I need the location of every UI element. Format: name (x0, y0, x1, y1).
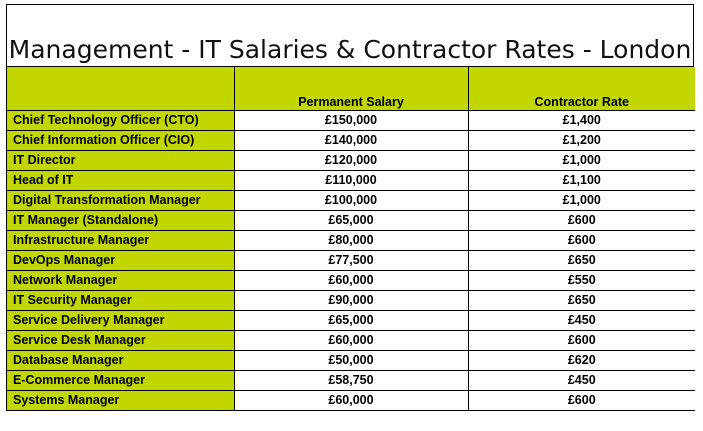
role-cell: Database Manager (7, 350, 234, 370)
salary-cell: £50,000 (234, 350, 468, 370)
salary-cell: £80,000 (234, 230, 468, 250)
salary-table (7, 67, 695, 411)
rate-cell: £650 (468, 250, 695, 270)
salary-cell: £100,000 (234, 190, 468, 210)
role-cell: Service Desk Manager (7, 330, 234, 350)
table-row (7, 370, 695, 390)
rate-cell: £1,400 (468, 110, 695, 130)
rate-cell: £600 (468, 210, 695, 230)
role-cell: Head of IT (7, 170, 234, 190)
table-row (7, 250, 695, 270)
rate-cell: £450 (468, 370, 695, 390)
salary-cell: £58,750 (234, 370, 468, 390)
salary-cell: £60,000 (234, 330, 468, 350)
role-cell: DevOps Manager (7, 250, 234, 270)
rate-cell: £1,000 (468, 190, 695, 210)
salary-sheet (6, 4, 694, 411)
role-cell: Chief Information Officer (CIO) (7, 130, 234, 150)
table-row (7, 330, 695, 350)
role-cell: Service Delivery Manager (7, 310, 234, 330)
salary-cell: £150,000 (234, 110, 468, 130)
rate-cell: £620 (468, 350, 695, 370)
rate-cell: £550 (468, 270, 695, 290)
table-row (7, 110, 695, 130)
table-row (7, 230, 695, 250)
table-row (7, 170, 695, 190)
rate-cell: £1,000 (468, 150, 695, 170)
role-cell: Systems Manager (7, 390, 234, 410)
role-cell: Digital Transformation Manager (7, 190, 234, 210)
header-contractor-rate: Contractor Rate (468, 67, 695, 110)
rate-cell: £450 (468, 310, 695, 330)
table-row (7, 210, 695, 230)
table-row (7, 390, 695, 410)
role-cell: Infrastructure Manager (7, 230, 234, 250)
salary-cell: £120,000 (234, 150, 468, 170)
rate-cell: £600 (468, 330, 695, 350)
rate-cell: £600 (468, 390, 695, 410)
role-cell: E-Commerce Manager (7, 370, 234, 390)
header-permanent-salary: Permanent Salary (234, 67, 468, 110)
role-cell: IT Security Manager (7, 290, 234, 310)
salary-cell: £140,000 (234, 130, 468, 150)
rate-cell: £1,100 (468, 170, 695, 190)
table-row (7, 310, 695, 330)
salary-cell: £60,000 (234, 270, 468, 290)
rate-cell: £600 (468, 230, 695, 250)
role-cell: Network Manager (7, 270, 234, 290)
salary-cell: £110,000 (234, 170, 468, 190)
header-role (7, 67, 234, 110)
salary-cell: £77,500 (234, 250, 468, 270)
table-row (7, 270, 695, 290)
table-row (7, 190, 695, 210)
salary-cell: £65,000 (234, 310, 468, 330)
table-row (7, 350, 695, 370)
salary-cell: £65,000 (234, 210, 468, 230)
rate-cell: £650 (468, 290, 695, 310)
role-cell: Chief Technology Officer (CTO) (7, 110, 234, 130)
sheet-title: Management - IT Salaries & Contractor Rates - London (7, 5, 693, 67)
role-cell: IT Manager (Standalone) (7, 210, 234, 230)
table-row (7, 150, 695, 170)
rate-cell: £1,200 (468, 130, 695, 150)
salary-cell: £60,000 (234, 390, 468, 410)
salary-cell: £90,000 (234, 290, 468, 310)
table-row (7, 130, 695, 150)
role-cell: IT Director (7, 150, 234, 170)
header-row (7, 67, 695, 110)
table-row (7, 290, 695, 310)
